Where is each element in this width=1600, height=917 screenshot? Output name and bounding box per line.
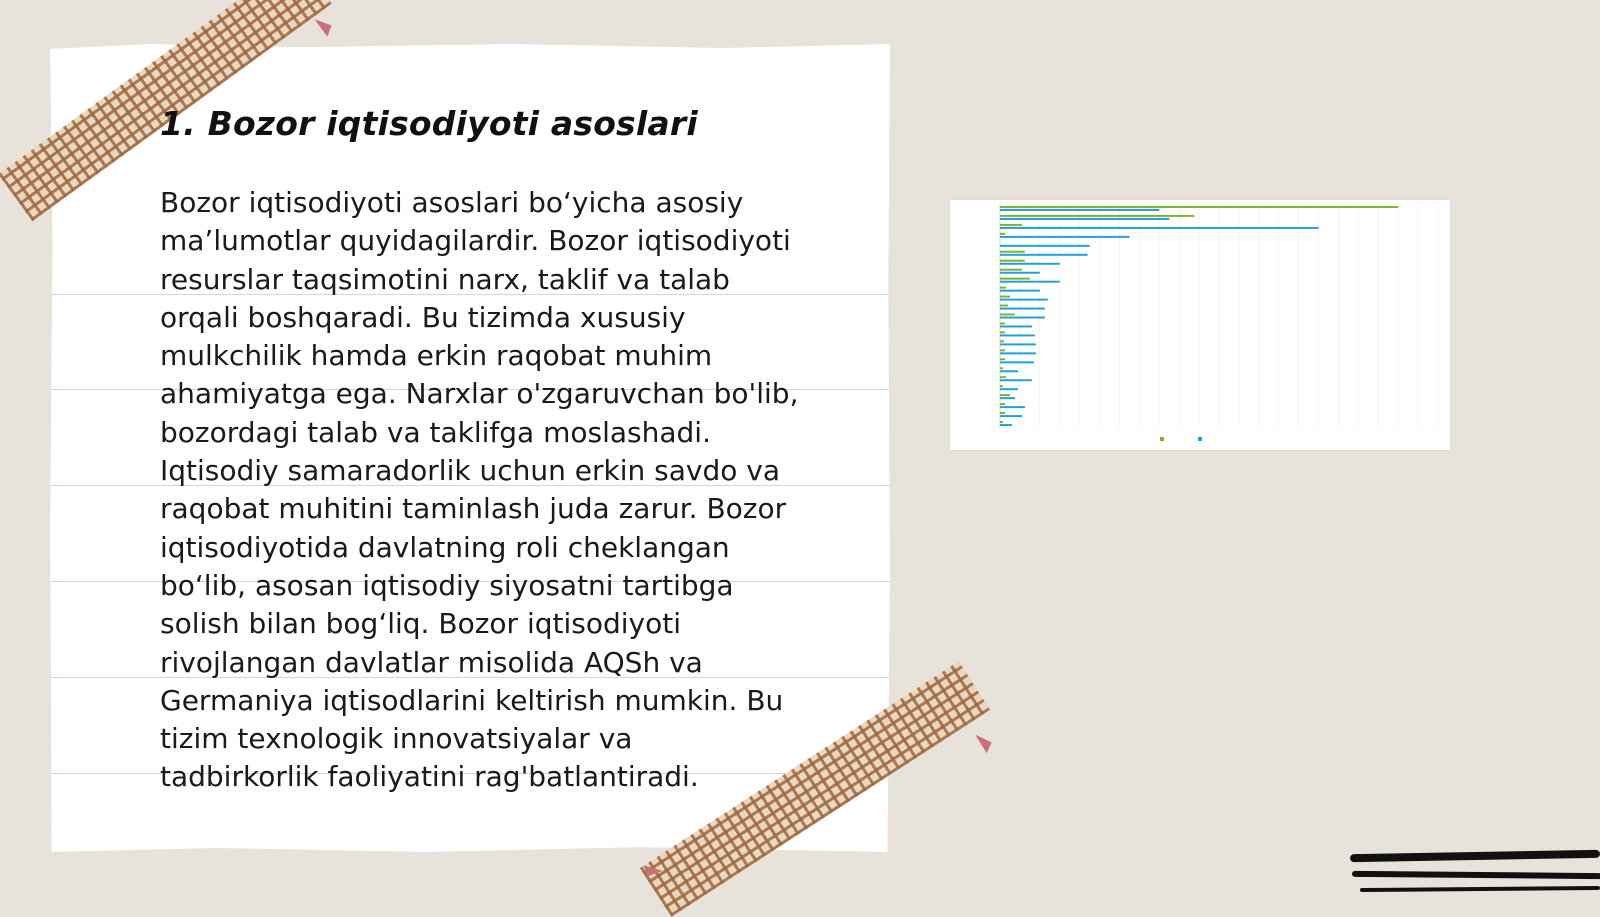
body-line: rivojlangan davlatlar misolida AQSh va [160, 645, 703, 679]
chart-bar [1000, 313, 1015, 315]
chart-bar [1000, 370, 1018, 372]
chart-bar [1000, 287, 1006, 289]
chart-bar [1000, 394, 1010, 396]
chart-bar [1000, 352, 1036, 354]
chart-bar [1000, 424, 1012, 426]
chart-bar [1000, 406, 1025, 408]
chart-bar [1000, 343, 1036, 345]
chart-bar [1000, 322, 1005, 324]
chart-bar [1000, 218, 1169, 220]
chart-bar [1000, 308, 1045, 310]
bar-chart-image [950, 200, 1450, 450]
chart-bar [1000, 376, 1006, 378]
chart-bar [1000, 290, 1040, 292]
chart-bar [1000, 227, 1319, 229]
brush-stroke [1360, 886, 1600, 892]
chart-bar [1000, 263, 1060, 265]
chart-bar [1000, 269, 1022, 271]
chart-bar [1000, 334, 1035, 336]
chart-bar [1000, 209, 1159, 211]
brush-stroke [1350, 850, 1600, 862]
chart-bar [1000, 281, 1060, 283]
body-line: tadbirkorlik faoliyatini rag'batlantiradi. [160, 760, 699, 794]
chart-bar [1000, 340, 1004, 342]
body-line: mulkchilik hamda erkin raqobat muhim [160, 339, 713, 373]
chart-bar [1000, 299, 1048, 301]
brush-stroke [1352, 871, 1600, 879]
body-line: raqobat muhitini taminlash juda zarur. Bozor [160, 492, 787, 526]
chart-bar [1000, 260, 1025, 262]
body-line: tizim texnologik innovatsiyalar va [160, 722, 633, 756]
chart-bar [1000, 412, 1005, 414]
chart-bar [1000, 245, 1090, 247]
chart-bar [1000, 415, 1022, 417]
chart-bar [1000, 296, 1010, 298]
chart-bar [1000, 349, 1005, 351]
chart-bar [1000, 403, 1005, 405]
chart-bar [1000, 358, 1005, 360]
chart-bar [1000, 331, 1005, 333]
chart-bar [1000, 233, 1005, 235]
body-line: Iqtisodiy samaradorlik uchun erkin savdo va [160, 454, 780, 488]
bar-chart [950, 200, 1450, 450]
tape-corner-decoration [310, 19, 331, 36]
body-line: Germaniya iqtisodlarini keltirish mumkin. Bu [160, 683, 784, 717]
chart-bar [1000, 388, 1018, 390]
body-line: ahamiyatga ega. Narxlar o'zgaruvchan bo'lib, [160, 377, 799, 411]
chart-bar [1000, 224, 1022, 226]
chart-bar [1000, 206, 1398, 208]
body-line: iqtisodiyotida davlatning roli cheklangan [160, 530, 730, 564]
body-line: ma’lumotlar quyidagilardir. Bozor iqtisodiyoti [160, 224, 791, 258]
body-line: orqali boshqaradi. Bu tizimda xususiy [160, 300, 686, 334]
chart-bar [1000, 278, 1030, 280]
chart-bar [1000, 215, 1194, 217]
chart-legend-swatch [1160, 437, 1164, 441]
chart-bar [1000, 397, 1015, 399]
chart-bar [1000, 361, 1034, 363]
chart-bar [1000, 305, 1008, 307]
chart-bar [1000, 379, 1032, 381]
body-line: Bozor iqtisodiyoti asoslari bo‘yicha asosiy [160, 186, 744, 219]
chart-bar [1000, 254, 1088, 256]
chart-bar [1000, 421, 1003, 423]
chart-bar [1000, 236, 1129, 238]
slide-title: 1. Bozor iqtisodiyoti asoslari [160, 104, 698, 143]
body-line: resurslar taqsimotini narx, taklif va talab [160, 262, 730, 296]
chart-bar [1000, 251, 1025, 253]
tape-corner-decoration [970, 735, 991, 753]
body-line: bozordagi talab va taklifga moslashadi. [160, 415, 711, 449]
chart-bar [1000, 385, 1003, 387]
chart-legend-swatch [1198, 437, 1202, 441]
chart-bar [1000, 367, 1003, 369]
body-text [160, 184, 860, 797]
body-line: bo‘lib, asosan iqtisodiy siyosatni tartibga [160, 568, 734, 602]
chart-bar [1000, 325, 1032, 327]
chart-bar [1000, 317, 1045, 319]
body-line: solish bilan bog‘liq. Bozor iqtisodiyoti [160, 607, 681, 641]
chart-bar [1000, 272, 1040, 274]
